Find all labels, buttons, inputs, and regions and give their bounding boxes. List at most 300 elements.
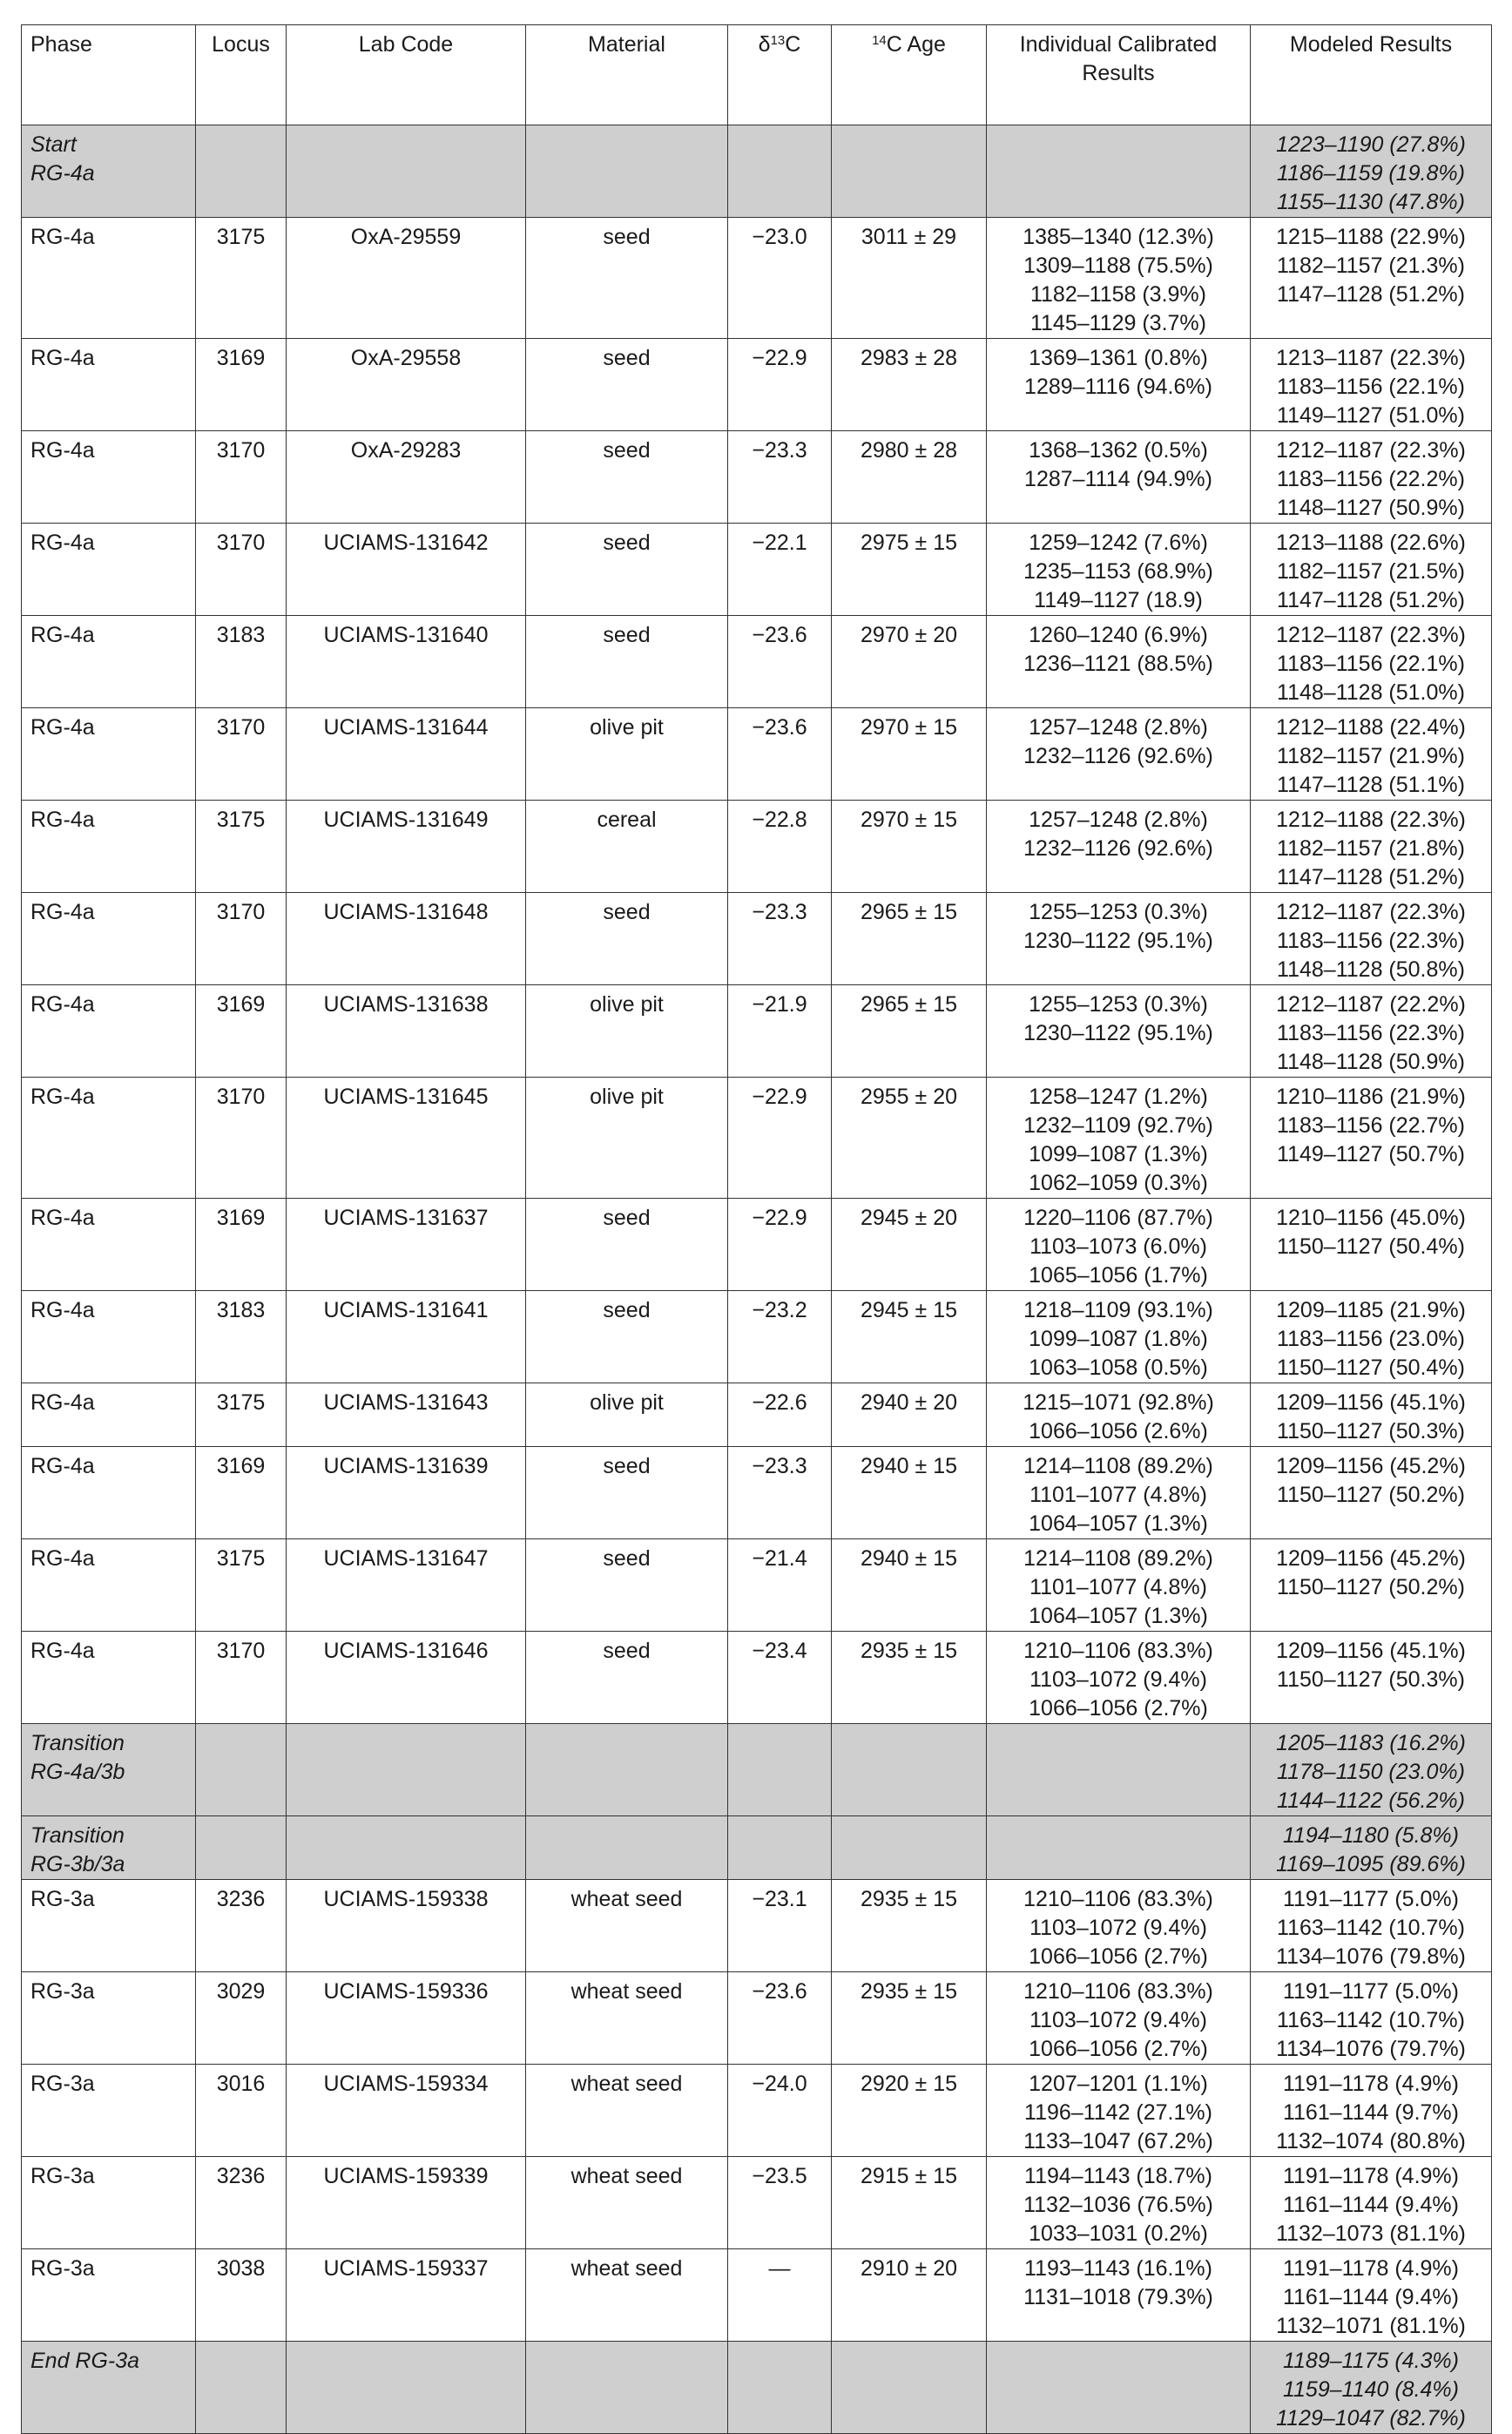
individual-calibrated-cell-line: 1131–1018 (79.3%) [1023,2285,1213,2309]
table-row [22,218,1492,339]
individual-calibrated-cell [987,893,1251,985]
modeled-cell-line: 1132–1071 (81.1%) [1276,2314,1466,2338]
material-cell: wheat seed [526,1880,728,1972]
header-14c-age: $^{14}$C Age [832,25,987,125]
individual-calibrated-cell-line: 1230–1122 (95.1%) [1023,1021,1213,1045]
modeled-cell-line: 1191–1177 (5.0%) [1282,1979,1459,2004]
individual-calibrated-cell [987,1078,1251,1199]
empty-cell [287,1724,526,1816]
material-cell: seed [526,1447,728,1539]
modeled-cell [1251,1199,1492,1291]
boundary-row [22,1816,1492,1880]
modeled-cell-line: 1144–1122 (56.2%) [1277,1788,1465,1813]
table-body [22,125,1492,2434]
modeled-cell [1251,708,1492,801]
phase-cell: RG-3a [22,2065,196,2157]
locus-cell: 3170 [196,1632,287,1724]
phase-cell: RG-4a [22,893,196,985]
modeled-cell-line: 1205–1183 (16.2%) [1276,1731,1466,1755]
modeled-cell-line: 1183–1156 (22.1%) [1277,375,1465,399]
phase-cell [22,1816,196,1880]
empty-cell [287,1816,526,1880]
individual-calibrated-cell-line: 1066–1056 (2.7%) [1029,1696,1208,1721]
c14-age-cell: 2980 ± 28 [832,431,987,524]
modeled-cell-line: 1212–1187 (22.2%) [1276,992,1466,1017]
individual-calibrated-cell-line: 1232–1126 (92.6%) [1023,836,1213,861]
c14-age-cell: 3011 ± 29 [832,218,987,339]
individual-calibrated-cell-line: 1065–1056 (1.7%) [1029,1263,1208,1288]
empty-cell [832,1816,987,1880]
modeled-cell [1251,218,1492,339]
delta13c-cell: −24.0 [728,2065,832,2157]
radiocarbon-table [21,24,1492,2434]
table-row [22,1880,1492,1972]
material-cell: olive pit [526,708,728,801]
table-row [22,1447,1492,1539]
modeled-cell-line: 1212–1188 (22.4%) [1276,715,1466,740]
boundary-row [22,125,1492,218]
individual-calibrated-cell-line: 1257–1248 (2.8%) [1029,808,1208,832]
individual-calibrated-cell [987,1383,1251,1447]
individual-calibrated-cell-line: 1236–1121 (88.5%) [1023,652,1213,676]
c14-age-cell: 2955 ± 20 [832,1078,987,1199]
phase-cell: RG-4a [22,218,196,339]
individual-calibrated-cell-line: 1260–1240 (6.9%) [1029,623,1208,647]
individual-calibrated-cell-line: 1133–1047 (67.2%) [1023,2129,1213,2153]
phase-cell-line: Transition [30,1823,125,1848]
delta13c-cell: −23.6 [728,708,832,801]
empty-cell [196,125,287,218]
locus-cell: 3236 [196,2157,287,2249]
table-row [22,2157,1492,2249]
table-row [22,524,1492,616]
individual-calibrated-cell-line: 1257–1248 (2.8%) [1029,715,1208,740]
material-cell: wheat seed [526,2249,728,2342]
empty-cell [832,2342,987,2434]
individual-calibrated-cell-line: 1182–1158 (3.9%) [1029,282,1206,307]
modeled-cell-line: 1213–1188 (22.6%) [1276,531,1466,555]
modeled-cell-line: 1163–1142 (10.7%) [1277,2008,1465,2032]
locus-cell: 3170 [196,431,287,524]
phase-cell: RG-4a [22,801,196,893]
modeled-cell [1251,2065,1492,2157]
individual-calibrated-cell-line: 1194–1143 (18.7%) [1024,2164,1212,2188]
modeled-cell-line: 1212–1188 (22.3%) [1276,808,1466,832]
individual-calibrated-cell-line: 1235–1153 (68.9%) [1023,559,1213,584]
phase-cell: RG-3a [22,2157,196,2249]
phase-cell: RG-4a [22,339,196,431]
individual-calibrated-cell-line: 1220–1106 (87.7%) [1023,1206,1213,1230]
modeled-cell-line: 1183–1156 (22.1%) [1277,652,1465,676]
table-row [22,893,1492,985]
modeled-cell [1251,616,1492,708]
phase-cell [22,2342,196,2434]
modeled-cell-line: 1150–1127 (50.3%) [1277,1419,1465,1443]
individual-calibrated-cell-line: 1066–1056 (2.7%) [1029,2037,1208,2061]
delta13c-cell: −23.1 [728,1880,832,1972]
lab-code-cell: UCIAMS-159334 [287,2065,526,2157]
locus-cell: 3016 [196,2065,287,2157]
empty-cell [287,125,526,218]
modeled-cell-line: 1147–1128 (51.2%) [1277,588,1465,612]
lab-code-cell: UCIAMS-131647 [287,1539,526,1632]
individual-calibrated-cell [987,218,1251,339]
individual-calibrated-cell-line: 1099–1087 (1.8%) [1029,1327,1208,1351]
modeled-cell-line: 1148–1128 (50.8%) [1277,957,1465,982]
lab-code-cell: UCIAMS-159338 [287,1880,526,1972]
modeled-cell [1251,431,1492,524]
phase-cell [22,125,196,218]
delta13c-cell: −22.6 [728,1383,832,1447]
locus-cell: 3169 [196,1199,287,1291]
material-cell: wheat seed [526,2065,728,2157]
modeled-cell-line: 1215–1188 (22.9%) [1276,225,1466,249]
individual-calibrated-cell-line: 1230–1122 (95.1%) [1023,929,1213,953]
c14-age-cell: 2945 ± 20 [832,1199,987,1291]
modeled-cell-line: 1191–1178 (4.9%) [1282,2164,1459,2188]
individual-calibrated-cell [987,708,1251,801]
lab-code-cell: UCIAMS-131642 [287,524,526,616]
delta13c-cell: −22.9 [728,1078,832,1199]
modeled-cell-line: 1209–1185 (21.9%) [1276,1298,1466,1322]
delta13c-cell: −23.4 [728,1632,832,1724]
header-locus: Locus [196,25,287,125]
modeled-cell-line: 1212–1187 (22.3%) [1276,438,1466,463]
c14-age-cell: 2920 ± 15 [832,2065,987,2157]
material-cell: wheat seed [526,1972,728,2065]
individual-calibrated-cell-line: 1210–1106 (83.3%) [1023,1887,1213,1911]
modeled-cell-line: 1182–1157 (21.5%) [1277,559,1465,584]
modeled-cell-line: 1159–1140 (8.4%) [1282,2377,1459,2402]
individual-calibrated-cell-line: 1289–1116 (94.6%) [1024,375,1212,399]
locus-cell: 3183 [196,1291,287,1383]
delta13c-cell: −23.2 [728,1291,832,1383]
lab-code-cell: UCIAMS-131637 [287,1199,526,1291]
c14-age-cell: 2940 ± 20 [832,1383,987,1447]
lab-code-cell: UCIAMS-131644 [287,708,526,801]
individual-calibrated-cell-line: 1258–1247 (1.2%) [1029,1085,1208,1109]
modeled-cell-line: 1213–1187 (22.3%) [1276,346,1466,370]
modeled-cell-line: 1149–1127 (50.7%) [1277,1142,1465,1166]
lab-code-cell: UCIAMS-159337 [287,2249,526,2342]
modeled-cell-line: 1212–1187 (22.3%) [1276,900,1466,924]
modeled-cell [1251,2249,1492,2342]
individual-calibrated-cell [987,616,1251,708]
locus-cell: 3038 [196,2249,287,2342]
lab-code-cell: UCIAMS-159336 [287,1972,526,2065]
table-row [22,1199,1492,1291]
individual-calibrated-cell [987,1972,1251,2065]
c14-age-cell: 2965 ± 15 [832,893,987,985]
c14-age-cell: 2983 ± 28 [832,339,987,431]
empty-cell [987,2342,1251,2434]
empty-cell [987,125,1251,218]
material-cell: olive pit [526,1078,728,1199]
table-row [22,1078,1492,1199]
modeled-cell-line: 1149–1127 (51.0%) [1277,403,1465,428]
individual-calibrated-cell [987,1447,1251,1539]
modeled-cell-line: 1148–1128 (51.0%) [1277,680,1465,705]
lab-code-cell: UCIAMS-131645 [287,1078,526,1199]
modeled-cell-line: 1209–1156 (45.1%) [1276,1639,1466,1663]
lab-code-cell: UCIAMS-131641 [287,1291,526,1383]
header-row [22,25,1492,125]
individual-calibrated-cell-line: 1103–1072 (9.4%) [1029,1916,1207,1940]
modeled-cell-line: 1150–1127 (50.4%) [1277,1356,1465,1380]
c14-age-cell: 2970 ± 15 [832,708,987,801]
c14-age-cell: 2965 ± 15 [832,985,987,1078]
material-cell: seed [526,1291,728,1383]
individual-calibrated-cell [987,801,1251,893]
individual-calibrated-cell-line: 1287–1114 (94.9%) [1024,467,1212,491]
individual-calibrated-cell-line: 1215–1071 (92.8%) [1023,1390,1214,1415]
individual-calibrated-cell [987,524,1251,616]
lab-code-cell: OxA-29559 [287,218,526,339]
modeled-cell-line: 1150–1127 (50.2%) [1277,1483,1465,1507]
locus-cell: 3170 [196,893,287,985]
material-cell: olive pit [526,1383,728,1447]
individual-calibrated-cell [987,1199,1251,1291]
c14-age-cell: 2940 ± 15 [832,1447,987,1539]
empty-cell [728,1724,832,1816]
phase-cell-line: Start [30,132,77,157]
individual-calibrated-cell [987,339,1251,431]
individual-calibrated-cell-line: 1193–1143 (16.1%) [1024,2256,1212,2281]
modeled-cell-line: 1186–1159 (19.8%) [1277,161,1465,186]
individual-calibrated-cell [987,1632,1251,1724]
modeled-cell [1251,339,1492,431]
phase-cell: RG-4a [22,1632,196,1724]
locus-cell: 3170 [196,708,287,801]
phase-cell: RG-3a [22,2249,196,2342]
table-row [22,985,1492,1078]
table-row [22,339,1492,431]
modeled-cell-line: 1182–1157 (21.8%) [1277,836,1465,861]
individual-calibrated-cell-line: 1259–1242 (7.6%) [1029,531,1208,555]
lab-code-cell: UCIAMS-131646 [287,1632,526,1724]
individual-calibrated-cell-line: 1210–1106 (83.3%) [1023,1979,1213,2004]
delta13c-cell: −22.9 [728,1199,832,1291]
individual-calibrated-cell [987,431,1251,524]
empty-cell [526,1816,728,1880]
individual-calibrated-cell-line: 1210–1106 (83.3%) [1023,1639,1213,1663]
modeled-cell-line: 1150–1127 (50.2%) [1277,1575,1465,1599]
modeled-cell-line: 1161–1144 (9.4%) [1282,2285,1459,2309]
phase-cell: RG-4a [22,616,196,708]
modeled-cell [1251,1724,1492,1816]
individual-calibrated-cell-line: 1103–1072 (9.4%) [1029,1667,1207,1692]
modeled-cell-line: 1134–1076 (79.8%) [1276,1944,1466,1969]
modeled-cell-line: 1212–1187 (22.3%) [1276,623,1466,647]
material-cell: olive pit [526,985,728,1078]
phase-cell: RG-4a [22,524,196,616]
individual-calibrated-cell-line: 1149–1127 (18.9) [1034,588,1203,612]
delta13c-cell: −23.6 [728,616,832,708]
modeled-cell [1251,2342,1492,2434]
locus-cell: 3169 [196,339,287,431]
empty-cell [987,1724,1251,1816]
locus-cell: 3175 [196,1383,287,1447]
delta13c-cell: −22.8 [728,801,832,893]
lab-code-cell: UCIAMS-131643 [287,1383,526,1447]
material-cell: seed [526,893,728,985]
boundary-row [22,1724,1492,1816]
header-phase: Phase [22,25,196,125]
modeled-cell-line: 1148–1127 (50.9%) [1277,496,1465,520]
modeled-cell-line: 1183–1156 (23.0%) [1277,1327,1465,1351]
phase-cell: RG-4a [22,1078,196,1199]
individual-calibrated-cell-line: 1214–1108 (89.2%) [1023,1546,1213,1571]
individual-calibrated-cell-line: 1063–1058 (0.5%) [1029,1356,1208,1380]
modeled-cell [1251,1383,1492,1447]
empty-cell [832,1724,987,1816]
table-row [22,1632,1492,1724]
header-modeled-results: Modeled Results [1251,25,1492,125]
table-row [22,708,1492,801]
delta13c-cell: −22.1 [728,524,832,616]
individual-calibrated-cell [987,1539,1251,1632]
header-material: Material [526,25,728,125]
modeled-cell [1251,1291,1492,1383]
c14-age-cell: 2940 ± 15 [832,1539,987,1632]
delta13c-cell: −23.6 [728,1972,832,2065]
modeled-cell [1251,801,1492,893]
individual-calibrated-cell [987,1880,1251,1972]
modeled-cell-line: 1182–1157 (21.9%) [1277,744,1465,768]
c14-age-cell: 2945 ± 15 [832,1291,987,1383]
modeled-cell-line: 1191–1178 (4.9%) [1282,2256,1459,2281]
phase-cell-line: RG-4a/3b [30,1760,125,1784]
modeled-cell-line: 1223–1190 (27.8%) [1276,132,1466,157]
individual-calibrated-cell-line: 1232–1126 (92.6%) [1023,744,1213,768]
modeled-cell [1251,125,1492,218]
material-cell: wheat seed [526,2157,728,2249]
lab-code-cell: UCIAMS-131638 [287,985,526,1078]
locus-cell: 3175 [196,801,287,893]
material-cell: seed [526,616,728,708]
modeled-cell-line: 1189–1175 (4.3%) [1282,2349,1459,2373]
lab-code-cell: UCIAMS-131640 [287,616,526,708]
modeled-cell-line: 1209–1156 (45.2%) [1276,1546,1466,1571]
delta13c-cell: −22.9 [728,339,832,431]
material-cell: seed [526,1632,728,1724]
empty-cell [728,1816,832,1880]
table-row [22,431,1492,524]
individual-calibrated-cell-line: 1196–1142 (27.1%) [1024,2100,1212,2125]
individual-calibrated-cell [987,1291,1251,1383]
modeled-cell [1251,524,1492,616]
c14-age-cell: 2970 ± 20 [832,616,987,708]
locus-cell: 3236 [196,1880,287,1972]
modeled-cell-line: 1132–1073 (81.1%) [1276,2221,1466,2246]
individual-calibrated-cell [987,2249,1251,2342]
table-row [22,1383,1492,1447]
phase-cell: RG-4a [22,1199,196,1291]
lab-code-cell: OxA-29283 [287,431,526,524]
individual-calibrated-cell-line: 1033–1031 (0.2%) [1029,2221,1208,2246]
modeled-cell [1251,1880,1492,1972]
modeled-cell-line: 1147–1128 (51.2%) [1277,865,1465,889]
modeled-cell [1251,1632,1492,1724]
individual-calibrated-cell-line: 1218–1109 (93.1%) [1023,1298,1213,1322]
empty-cell [728,125,832,218]
individual-calibrated-cell-line: 1066–1056 (2.6%) [1029,1419,1208,1443]
modeled-cell-line: 1191–1178 (4.9%) [1282,2072,1459,2096]
modeled-cell [1251,985,1492,1078]
individual-calibrated-cell-line: 1145–1129 (3.7%) [1029,311,1206,335]
modeled-cell-line: 1147–1128 (51.2%) [1277,282,1465,307]
phase-cell: RG-3a [22,1880,196,1972]
phase-cell-line: RG-3b/3a [30,1852,125,1876]
lab-code-cell: UCIAMS-131649 [287,801,526,893]
modeled-cell-line: 1155–1130 (47.8%) [1277,190,1465,214]
phase-cell [22,1724,196,1816]
table-row [22,1972,1492,2065]
material-cell: seed [526,1539,728,1632]
delta13c-cell: −21.9 [728,985,832,1078]
locus-cell: 3169 [196,985,287,1078]
material-cell: cereal [526,801,728,893]
empty-cell [526,2342,728,2434]
lab-code-cell: UCIAMS-131648 [287,893,526,985]
modeled-cell [1251,1816,1492,1880]
individual-calibrated-cell-line: 1207–1201 (1.1%) [1029,2072,1208,2096]
modeled-cell-line: 1183–1156 (22.2%) [1277,467,1465,491]
modeled-cell-line: 1182–1157 (21.3%) [1277,254,1465,278]
c14-age-cell: 2915 ± 15 [832,2157,987,2249]
individual-calibrated-cell-line: 1369–1361 (0.8%) [1029,346,1208,370]
empty-cell [196,1816,287,1880]
locus-cell: 3183 [196,616,287,708]
individual-calibrated-cell-line: 1101–1077 (4.8%) [1029,1483,1207,1507]
phase-cell: RG-3a [22,1972,196,2065]
modeled-cell-line: 1161–1144 (9.4%) [1282,2193,1459,2217]
delta13c-cell: −23.3 [728,893,832,985]
individual-calibrated-cell-line: 1214–1108 (89.2%) [1023,1454,1213,1478]
modeled-cell [1251,1447,1492,1539]
phase-cell: RG-4a [22,1539,196,1632]
c14-age-cell: 2975 ± 15 [832,524,987,616]
modeled-cell-line: 1194–1180 (5.8%) [1282,1823,1459,1848]
modeled-cell-line: 1183–1156 (22.7%) [1277,1113,1465,1138]
individual-calibrated-cell-line: 1255–1253 (0.3%) [1029,900,1208,924]
modeled-cell-line: 1210–1186 (21.9%) [1276,1085,1466,1109]
individual-calibrated-cell-line: 1132–1036 (76.5%) [1023,2193,1213,2217]
c14-age-cell: 2935 ± 15 [832,1880,987,1972]
modeled-cell [1251,893,1492,985]
table-row [22,801,1492,893]
individual-calibrated-cell-line: 1309–1188 (75.5%) [1023,254,1213,278]
material-cell: seed [526,431,728,524]
individual-calibrated-cell [987,2065,1251,2157]
individual-calibrated-cell-line: 1099–1087 (1.3%) [1029,1142,1208,1166]
delta13c-cell: −23.3 [728,431,832,524]
material-cell: seed [526,339,728,431]
phase-cell: RG-4a [22,1291,196,1383]
modeled-cell [1251,1539,1492,1632]
radiocarbon-table-container [21,24,1491,2434]
modeled-cell-line: 1183–1156 (22.3%) [1277,929,1465,953]
modeled-cell-line: 1209–1156 (45.2%) [1276,1454,1466,1478]
empty-cell [832,125,987,218]
modeled-cell-line: 1129–1047 (82.7%) [1276,2406,1466,2431]
empty-cell [196,2342,287,2434]
delta13c-cell: −23.0 [728,218,832,339]
individual-calibrated-cell-line: 1064–1057 (1.3%) [1029,1604,1208,1628]
empty-cell [526,125,728,218]
locus-cell: 3170 [196,524,287,616]
empty-cell [196,1724,287,1816]
